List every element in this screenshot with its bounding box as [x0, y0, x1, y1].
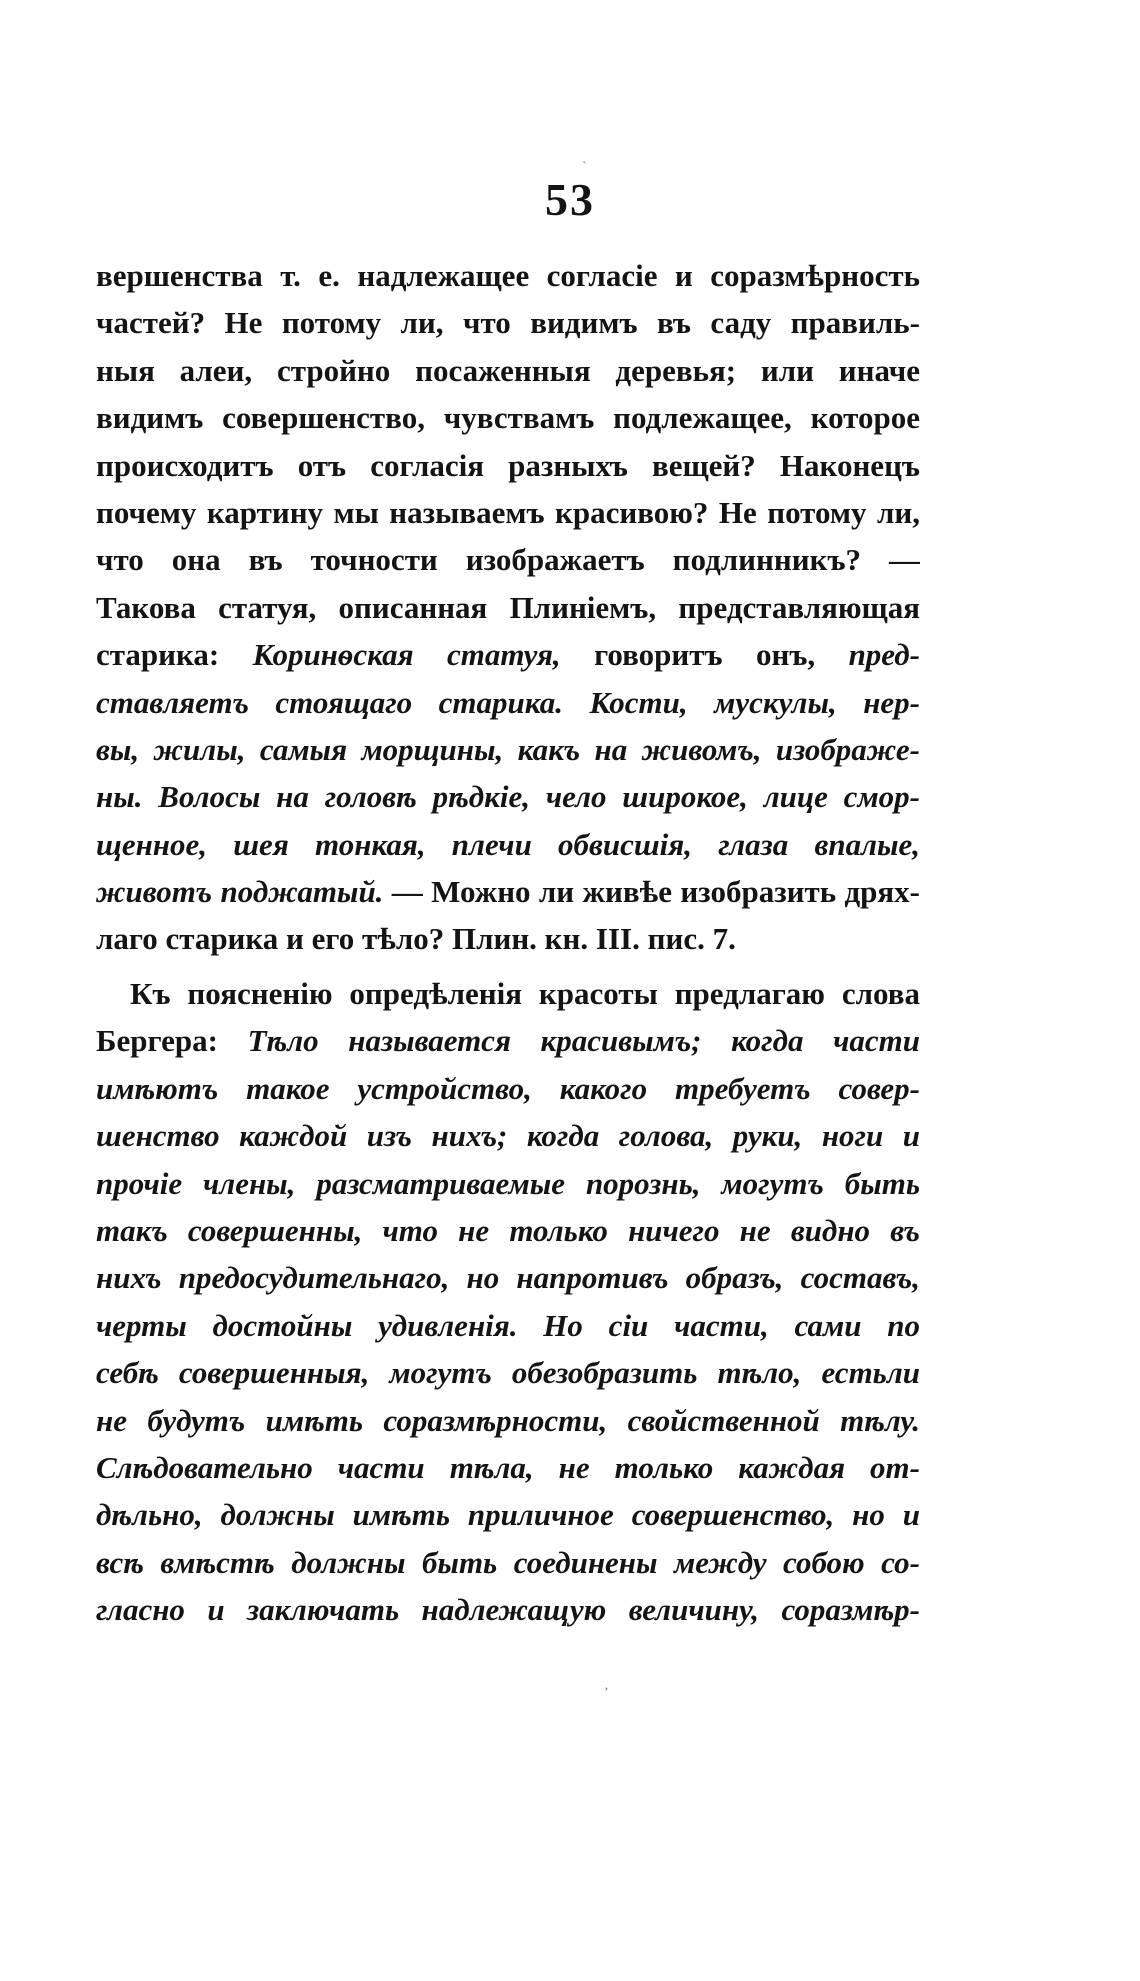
paragraph-2: [96, 970, 920, 1633]
text-segment: что она въ точности изображаетъ подлинникъ? —: [96, 542, 920, 578]
paragraph-1: [96, 252, 920, 963]
text-segment: — Можно ли живѣе изобразить дрях-: [383, 874, 920, 910]
text-line: [96, 1207, 920, 1254]
text-line: [96, 584, 920, 631]
text-segment: Бергера:: [96, 1023, 248, 1059]
italic-text-segment: дѣльно, должны имѣть приличное совершенство, но и: [96, 1497, 920, 1533]
text-line: [96, 347, 920, 394]
italic-text-segment: всѣ вмѣстѣ должны быть соединены между собою со-: [96, 1544, 920, 1580]
text-line: [96, 915, 920, 962]
italic-text-segment: нихъ предосудительнаго, но напротивъ образъ, составъ,: [96, 1260, 920, 1296]
italic-text-segment: Тѣло называется красивымъ; когда части: [247, 1023, 920, 1059]
text-line: [96, 773, 920, 820]
text-line: [96, 1586, 920, 1633]
text-segment: лаго старика и его тѣло? Плин. кн. III. пис. 7.: [96, 921, 736, 957]
italic-text-segment: Слѣдовательно части тѣла, не только каждая от-: [96, 1449, 920, 1485]
italic-text-segment: прочіе члены, разсматриваемые порознь, могутъ быть: [96, 1165, 920, 1201]
text-line: [96, 1491, 920, 1538]
text-line: [96, 726, 920, 773]
text-line: [96, 489, 920, 536]
italic-text-segment: вы, жилы, самыя морщины, какъ на живомъ, изображе-: [96, 731, 920, 767]
page-number: 53: [545, 174, 595, 225]
text-line: [96, 1302, 920, 1349]
stray-mark-bottom: ‚: [604, 1678, 609, 1693]
text-line: [96, 631, 920, 678]
italic-text-segment: имѣютъ такое устройство, какого требуетъ совер-: [96, 1070, 920, 1106]
text-line: [96, 1112, 920, 1159]
italic-text-segment: ны. Волосы на головѣ рѣдкіе, чело широкое, лице смор-: [96, 779, 920, 815]
text-line: [96, 536, 920, 583]
italic-text-segment: себѣ совершенныя, могутъ обезобразить тѣло, естьли: [96, 1355, 920, 1391]
text-line: [96, 1065, 920, 1112]
italic-text-segment: не будутъ имѣть соразмѣрности, свойственной тѣлу.: [96, 1402, 920, 1438]
text-line: [96, 1397, 920, 1444]
text-line: [96, 1349, 920, 1396]
text-line: [96, 970, 920, 1017]
text-line: [96, 1254, 920, 1301]
text-line: [96, 442, 920, 489]
text-line: [96, 252, 920, 299]
text-segment: почему картину мы называемъ красивою? Не потому ли,: [96, 494, 920, 530]
text-line: [96, 1017, 920, 1064]
text-segment: Такова статуя, описанная Плиніемъ, представляющая: [96, 589, 920, 625]
text-line: [96, 821, 920, 868]
italic-text-segment: шенство каждой изъ нихъ; когда голова, руки, ноги и: [96, 1118, 920, 1154]
italic-text-segment: гласно и заключать надлежащую величину, соразмѣр-: [96, 1592, 920, 1628]
text-segment: старика:: [96, 637, 253, 673]
italic-text-segment: пред-: [848, 637, 920, 673]
italic-text-segment: ставляетъ стоящаго старика. Кости, мускулы, нер-: [96, 684, 920, 720]
stray-mark-top: `: [582, 160, 587, 175]
text-segment: происходитъ отъ согласія разныхъ вещей? Наконецъ: [96, 447, 920, 483]
text-segment: видимъ совершенство, чувствамъ подлежащее, которое: [96, 400, 920, 436]
text-line: [96, 394, 920, 441]
italic-text-segment: Коринѳская статуя,: [252, 637, 561, 673]
text-line: [96, 1160, 920, 1207]
italic-text-segment: такъ совершенны, что не только ничего не видно въ: [96, 1212, 920, 1248]
text-segment: ныя алеи, стройно посаженныя деревья; или иначе: [96, 352, 920, 388]
text-line: [96, 868, 920, 915]
text-segment: говоритъ онъ,: [560, 637, 849, 673]
text-line: [96, 679, 920, 726]
text-segment: частей? Не потому ли, что видимъ въ саду правиль-: [96, 305, 920, 341]
text-line: [96, 299, 920, 346]
italic-text-segment: животъ поджатый.: [96, 874, 384, 910]
text-segment: вершенства т. е. надлежащее согласіе и соразмѣрность: [96, 258, 920, 293]
italic-text-segment: черты достойны удивленія. Но сіи части, сами по: [96, 1307, 920, 1343]
italic-text-segment: щенное, шея тонкая, плечи обвисшія, глаза впалые,: [96, 826, 920, 862]
text-line: [96, 1444, 920, 1491]
text-segment: Къ поясненію опредѣленія красоты предлагаю слова: [130, 976, 920, 1011]
text-line: [96, 1539, 920, 1586]
